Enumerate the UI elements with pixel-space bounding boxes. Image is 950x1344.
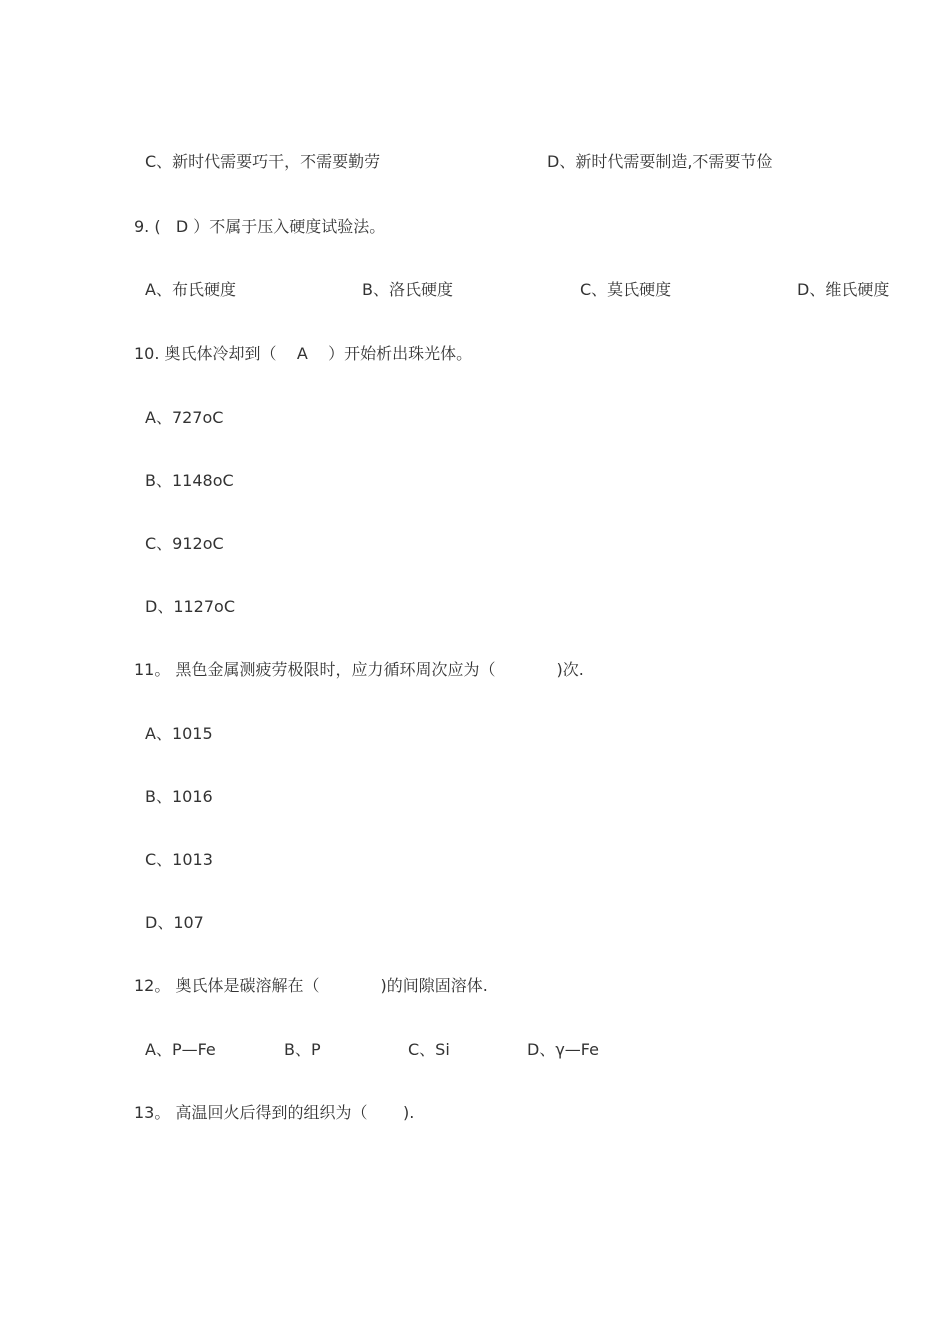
q8-option-d: D、新时代需要制造,不需要节俭	[547, 152, 773, 171]
q9-stem: 9. ( D ）不属于压入硬度试验法。	[134, 217, 386, 236]
q11-option-b: B、1016	[145, 787, 213, 806]
q9-option-d: D、维氏硬度	[797, 280, 890, 299]
q11-option-d: D、107	[145, 913, 204, 932]
q12-stem: 12。 奥氏体是碳溶解在（ )的间隙固溶体.	[134, 976, 488, 995]
q10-option-d: D、1127oC	[145, 597, 236, 616]
q10-option-a: A、727oC	[145, 408, 224, 427]
q9-option-b: B、洛氏硬度	[362, 280, 453, 299]
q10-stem: 10. 奥氏体冷却到（ A ）开始析出珠光体。	[134, 344, 473, 363]
q10-option-c: C、912oC	[145, 534, 224, 553]
q8-option-c: C、新时代需要巧干，不需要勤劳	[145, 152, 381, 171]
q9-option-a: A、布氏硬度	[145, 280, 236, 299]
q10-option-b: B、1148oC	[145, 471, 234, 490]
q13-stem: 13。 高温回火后得到的组织为（ ).	[134, 1103, 415, 1122]
q12-option-a: A、P—Fe	[145, 1040, 216, 1059]
q12-option-b: B、P	[284, 1040, 321, 1059]
q12-option-c: C、Si	[408, 1040, 450, 1059]
q11-option-a: A、1015	[145, 724, 213, 743]
q12-option-d: D、γ—Fe	[527, 1040, 599, 1059]
q11-stem: 11。 黑色金属测疲劳极限时，应力循环周次应为（ )次.	[134, 660, 584, 679]
q11-option-c: C、1013	[145, 850, 213, 869]
q9-option-c: C、莫氏硬度	[580, 280, 672, 299]
